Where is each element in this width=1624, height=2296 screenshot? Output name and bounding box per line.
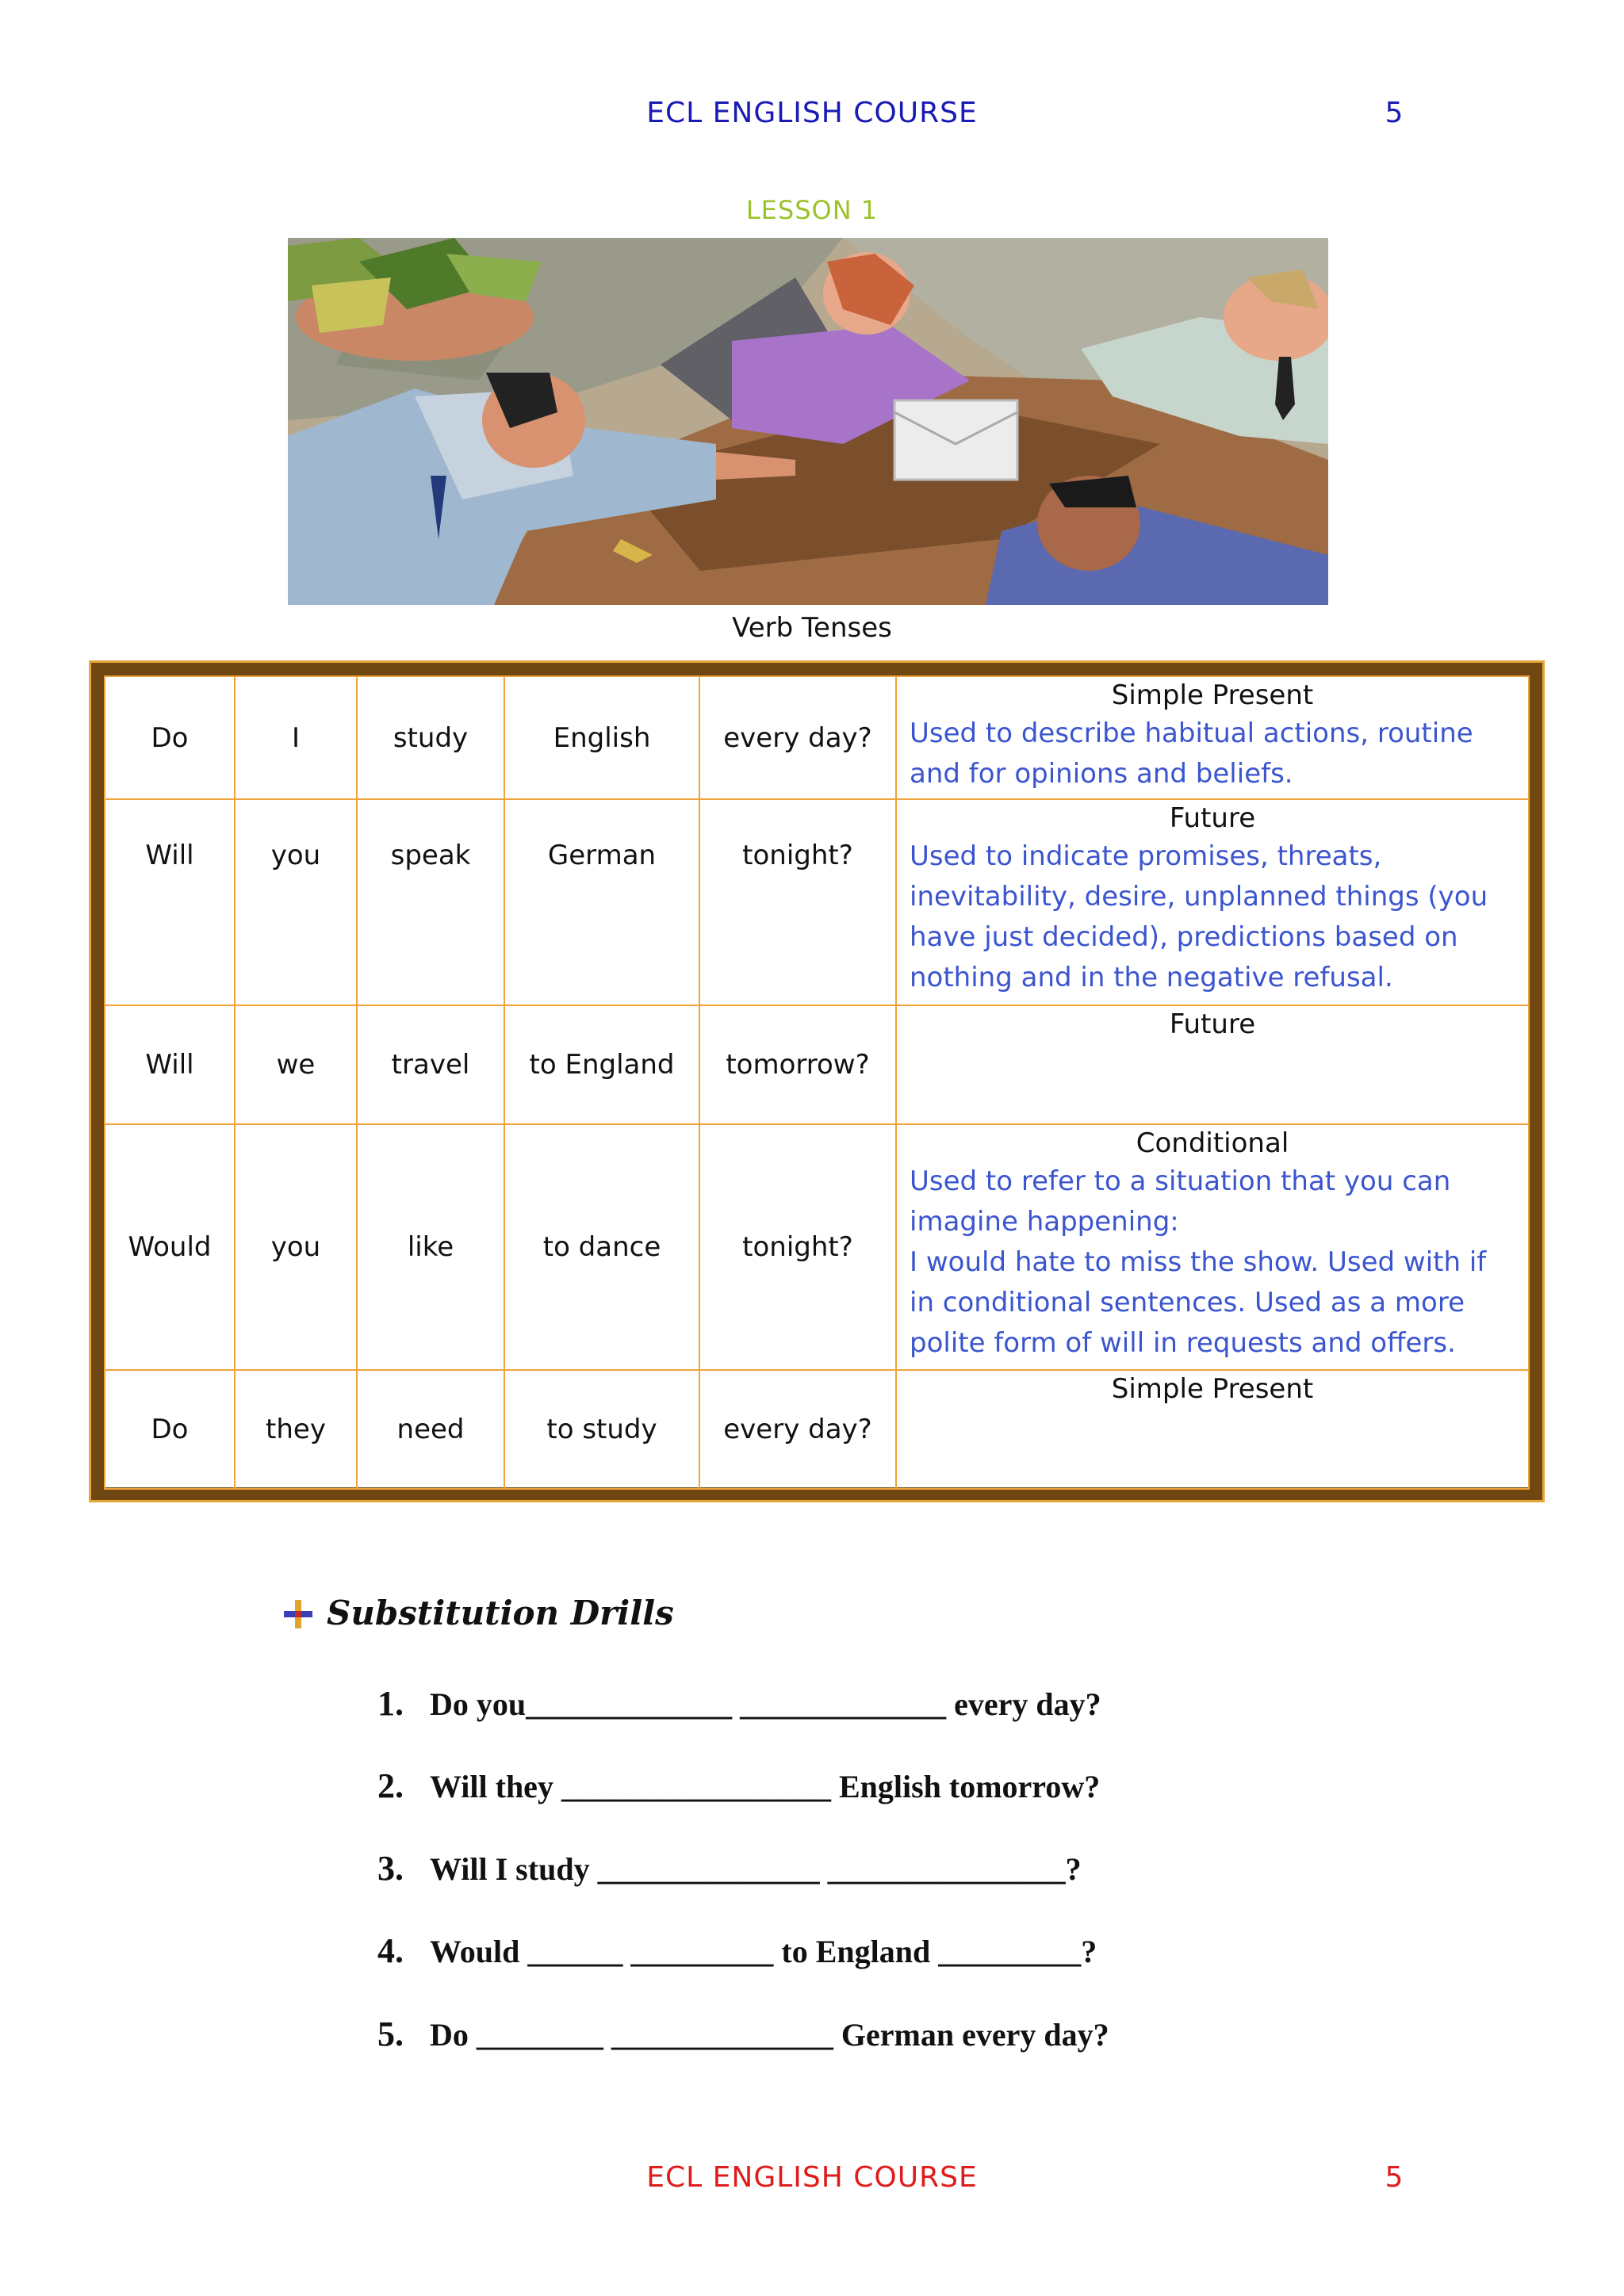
drill-text: Will I study ______________ _______________? <box>430 1851 1082 1887</box>
drill-text: Will they _________________ English tomorrow? <box>430 1769 1101 1804</box>
table-cell: like <box>357 1124 504 1370</box>
tense-cell <box>896 1124 1529 1370</box>
table-cell: tonight? <box>699 1124 896 1370</box>
drill-item <box>377 1683 1101 1724</box>
tense-cell <box>896 1005 1529 1124</box>
table-cell: tonight? <box>699 799 896 1005</box>
drill-text: Do ________ ______________ German every day? <box>430 2017 1109 2053</box>
table-cell: I <box>235 676 357 799</box>
meeting-illustration <box>288 238 1328 605</box>
drill-text: Would ______ _________ to England _________? <box>430 1934 1097 1969</box>
table-cell: to dance <box>504 1124 699 1370</box>
table-row <box>105 676 1529 799</box>
table-cell: they <box>235 1370 357 1489</box>
drill-number: 4. <box>377 1931 404 1970</box>
footer-title: ECL ENGLISH COURSE <box>646 2161 978 2194</box>
verb-tenses-table-inner <box>104 675 1530 1487</box>
footer-page-number: 5 <box>1385 2161 1404 2194</box>
header-title: ECL ENGLISH COURSE <box>646 97 978 129</box>
table-cell: you <box>235 799 357 1005</box>
tense-description-example: I would hate to miss the show. Used with if in conditional sentences. Used as a more polite form of will in requests and offers. <box>910 1246 1487 1359</box>
drill-number: 2. <box>377 1766 404 1805</box>
table-row <box>105 799 1529 1005</box>
table-cell: Do <box>105 676 235 799</box>
tense-name: Future <box>1169 1008 1256 1040</box>
table-cell: German <box>504 799 699 1005</box>
drill-text: Do you_____________ _____________ every day? <box>430 1686 1101 1722</box>
table-cell: Do <box>105 1370 235 1489</box>
drill-number: 1. <box>377 1684 404 1723</box>
tense-description: Used to indicate promises, threats, inevitability, desire, unplanned things (you have just decided), predictions based on nothing and in the negative refusal. <box>910 840 1488 993</box>
drill-number: 3. <box>377 1849 404 1888</box>
table-cell: Will <box>105 1005 235 1124</box>
table-row <box>105 1370 1529 1489</box>
lesson-label: LESSON 1 <box>745 195 879 225</box>
bullet-cross-icon <box>282 1598 314 1630</box>
table-cell: need <box>357 1370 504 1489</box>
tense-description: Used to describe habitual actions, routine and for opinions and beliefs. <box>910 718 1473 790</box>
table-cell: we <box>235 1005 357 1124</box>
verb-tenses-table <box>104 675 1530 1490</box>
table-row <box>105 1124 1529 1370</box>
tense-name: Conditional <box>1136 1127 1289 1159</box>
drill-item <box>377 1848 1082 1888</box>
header-page-number: 5 <box>1385 97 1404 129</box>
drills-title: Substitution Drills <box>327 1594 674 1632</box>
tense-cell <box>896 676 1529 799</box>
table-row <box>105 1005 1529 1124</box>
table-cell: every day? <box>699 676 896 799</box>
drill-item <box>377 1931 1097 1971</box>
drill-number: 5. <box>377 2015 404 2053</box>
drill-item <box>377 2014 1109 2054</box>
tense-name: Simple Present <box>1111 1373 1314 1405</box>
verb-tenses-table-frame <box>89 660 1545 1502</box>
table-cell: to England <box>504 1005 699 1124</box>
table-cell: every day? <box>699 1370 896 1489</box>
table-cell: English <box>504 676 699 799</box>
tense-description: Used to refer to a situation that you can imagine happening: <box>910 1165 1451 1238</box>
table-cell: study <box>357 676 504 799</box>
tense-cell <box>896 1370 1529 1489</box>
table-cell: Will <box>105 799 235 1005</box>
drill-item <box>377 1766 1100 1806</box>
tense-name: Future <box>1169 802 1256 834</box>
tense-name: Simple Present <box>1111 679 1314 711</box>
table-caption: Verb Tenses <box>732 612 892 644</box>
table-cell: speak <box>357 799 504 1005</box>
table-cell: to study <box>504 1370 699 1489</box>
table-cell: you <box>235 1124 357 1370</box>
table-cell: tomorrow? <box>699 1005 896 1124</box>
tense-cell <box>896 799 1529 1005</box>
table-cell: travel <box>357 1005 504 1124</box>
table-cell: Would <box>105 1124 235 1370</box>
